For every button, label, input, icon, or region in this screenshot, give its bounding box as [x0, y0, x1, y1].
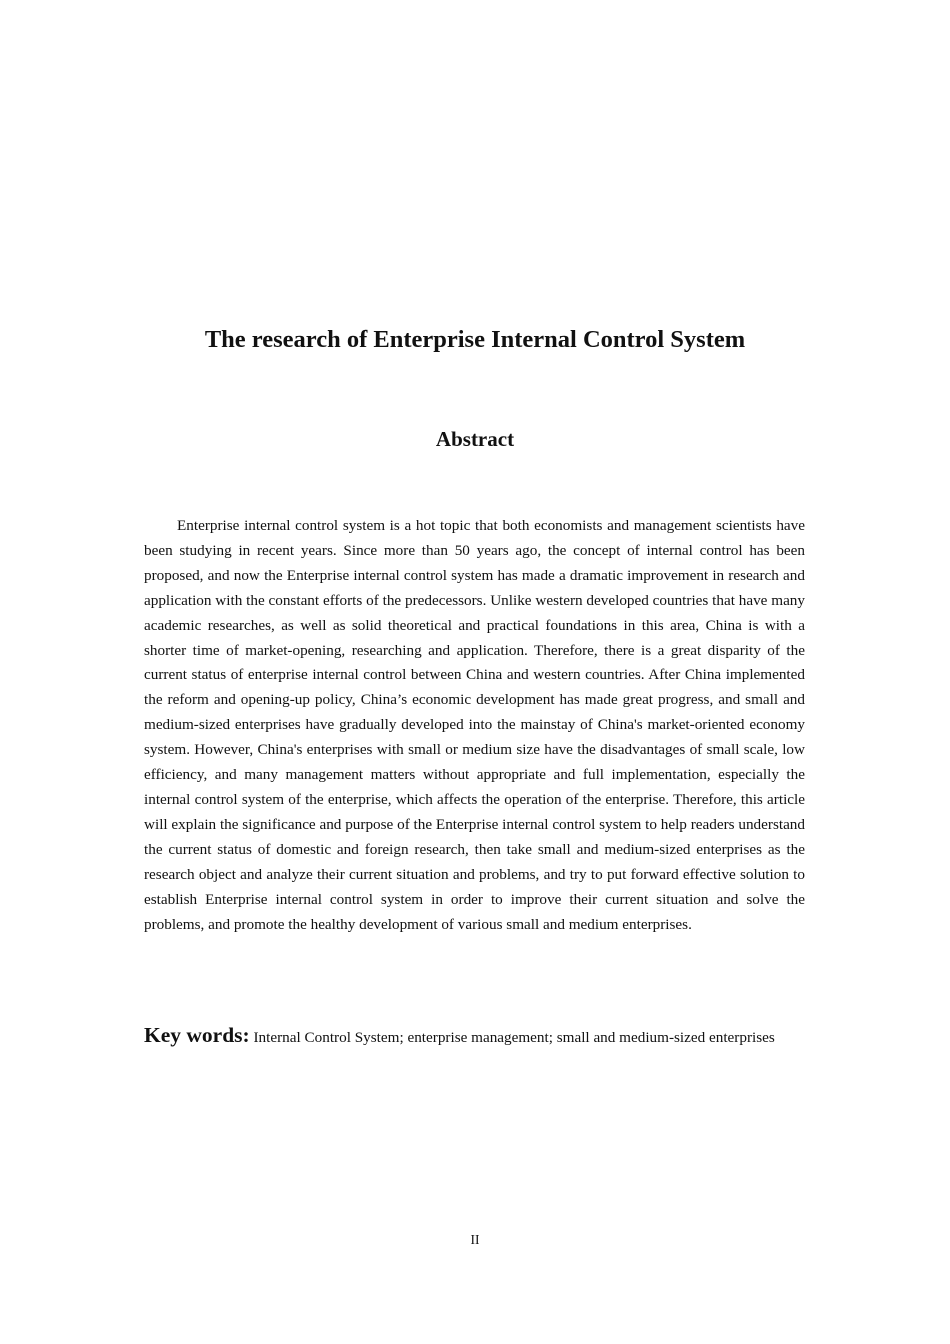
keywords-section — [144, 1018, 805, 1055]
keywords-label: Key words: — [144, 1023, 250, 1047]
abstract-heading: Abstract — [435, 427, 515, 451]
abstract-paragraph: Enterprise internal control system is a hot topic that both economists and management scientists have been studying in recent years. Since more than 50 years ago, the concept of internal control has been proposed, and now the Enterprise internal control system has made a dramatic improvement in research and application with the constant efforts of the predecessors. Unlike western developed countries that have many academic researches, as well as solid theoretical and practical foundations in this area, China is with a shorter time of market-opening, researching and application. Therefore, there is a great disparity of the current status of enterprise internal control between China and western countries. After China implemented the reform and opening-up policy, China’s economic development has made great progress, and small and medium-sized enterprises have gradually developed into the mainstay of China's market-oriented economy system. However, China's enterprises with small or medium size have the disadvantages of small scale, low efficiency, and many management matters without appropriate and full implementation, especially the internal control system of the enterprise, which affects the operation of the enterprise. Therefore, this article will explain the significance and purpose of the Enterprise internal control system to help readers understand the current status of domestic and foreign research, then take small and medium-sized enterprises as the research object and analyze their current situation and problems, and try to put forward effective solution to establish Enterprise internal control system in order to improve their current situation and solve the problems, and promote the healthy development of various small and medium enterprises. — [144, 517, 805, 933]
keywords-text: Internal Control System; enterprise management; small and medium-sized enterprises — [253, 1029, 775, 1046]
document-title: The research of Enterprise Internal Control System — [204, 326, 746, 353]
page-number: II — [470, 1232, 480, 1247]
